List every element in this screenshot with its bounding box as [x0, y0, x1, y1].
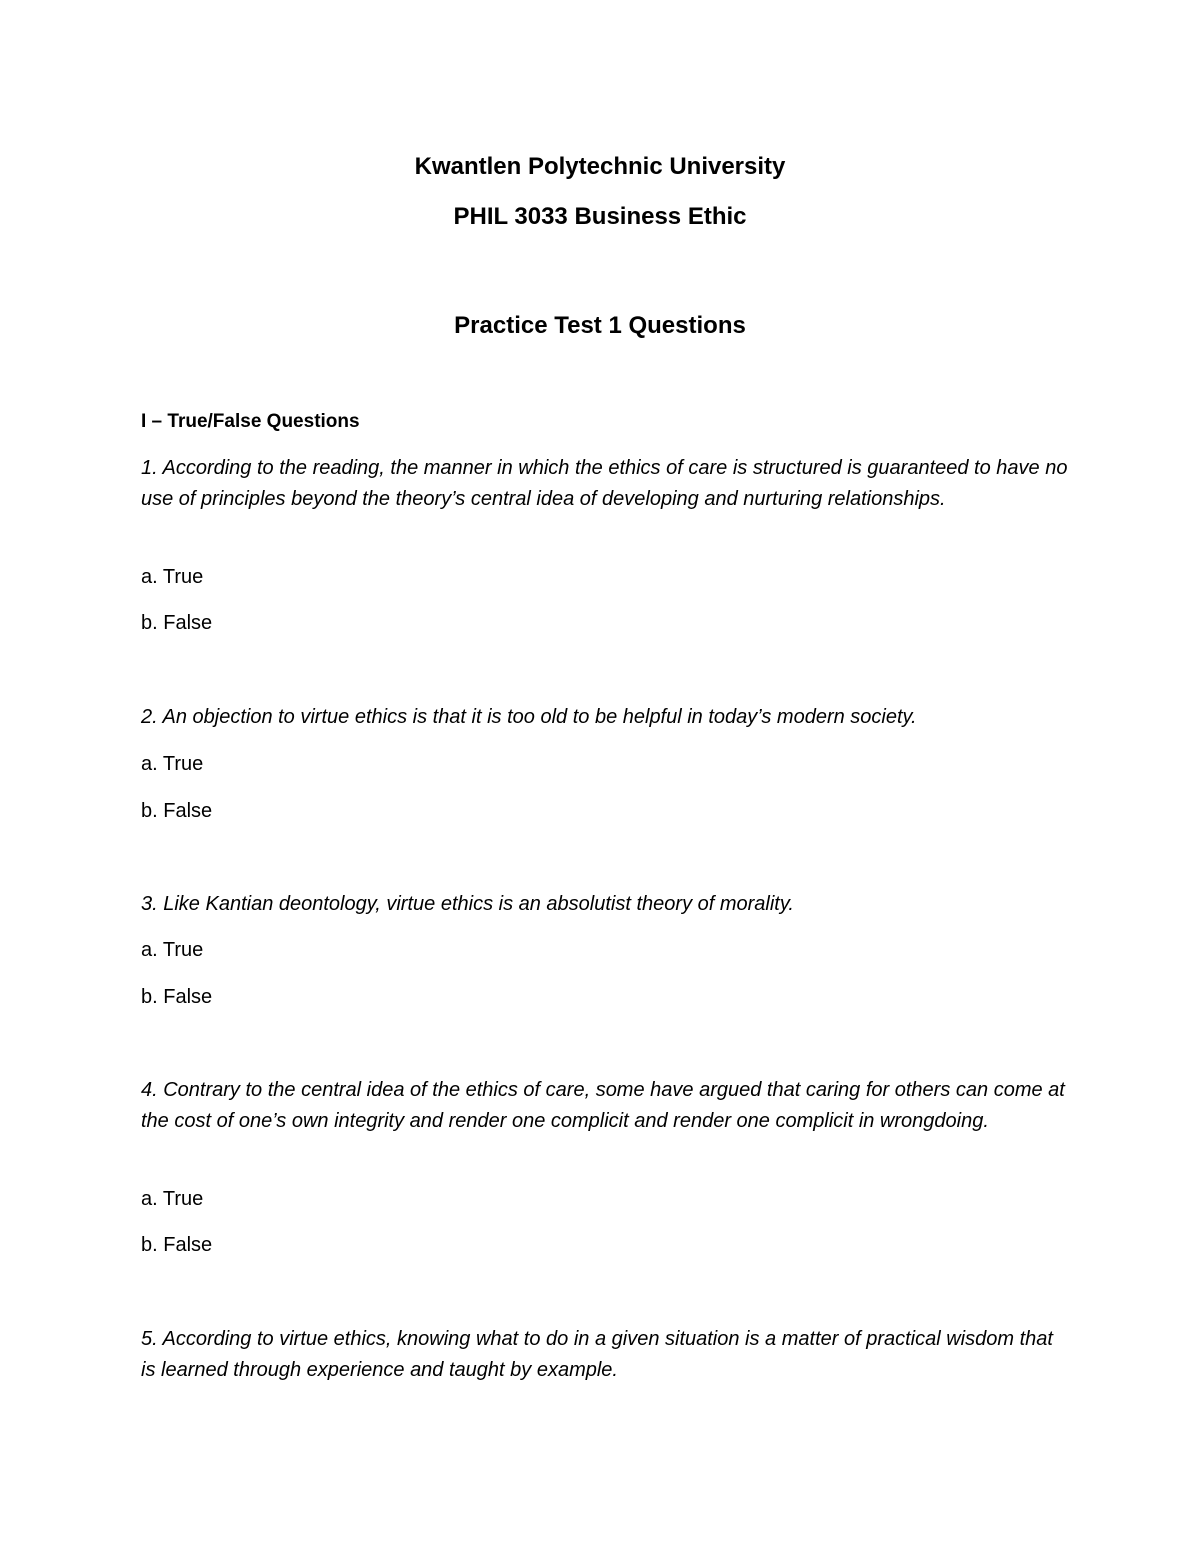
question-5-text: 5. According to virtue ethics, knowing what to do in a given situation is a matter of practical wisdom that is learned through experience and taught by example. [141, 1328, 1053, 1381]
question-1-option-b: b. False [141, 612, 213, 634]
question-2-option-b: b. False [141, 800, 213, 822]
section-heading: I – True/False Questions [141, 411, 360, 432]
test-title: Practice Test 1 Questions [454, 312, 746, 339]
question-2-text: 2. An objection to virtue ethics is that it is too old to be helpful in today’s modern society. [141, 706, 917, 728]
question-1-text: 1. According to the reading, the manner in which the ethics of care is structured is guaranteed to have no use of principles beyond the theory’s central idea of developing and nurturing relationships. [141, 457, 1068, 510]
question-4-option-b: b. False [141, 1234, 213, 1256]
question-2-option-a: a. True [141, 753, 204, 775]
question-4-option-a: a. True [141, 1188, 204, 1210]
question-3-option-b: b. False [141, 986, 213, 1008]
institution-title: Kwantlen Polytechnic University [414, 153, 786, 180]
question-3-text: 3. Like Kantian deontology, virtue ethics is an absolutist theory of morality. [141, 893, 794, 915]
question-3-option-a: a. True [141, 939, 204, 961]
question-4-text: 4. Contrary to the central idea of the ethics of care, some have argued that caring for others can come at the cost of one’s own integrity and render one complicit and render one complicit in wrongdoing. [141, 1079, 1065, 1132]
question-1-option-a: a. True [141, 566, 204, 588]
course-title: PHIL 3033 Business Ethic [453, 203, 747, 230]
